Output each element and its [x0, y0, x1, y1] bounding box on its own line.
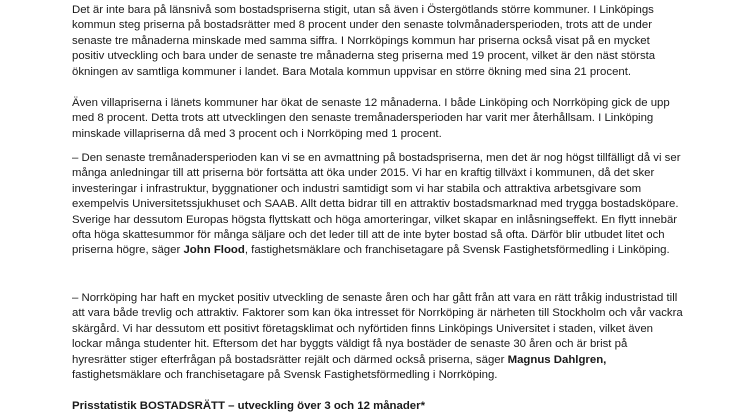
quote-norrkoping [72, 291, 684, 383]
section-heading: Prisstatistik BOSTADSRÄTT – utveckling över 3 och 12 månader* [72, 400, 426, 412]
speaker-name: Magnus Dahlgren, [507, 353, 607, 366]
quote-text: – Den senaste tremånadersperioden kan vi se en avmattning på bostadspriserna, men det är nog högst tillfälligt då vi ser många anledningar till att priserna bör fortsätta att öka under 2015. Vi har en kraftig tillväxt i kommunen, då det sker investeringar i infrastruktur, byggnationer och industri samtidigt som vi har stabila och attraktiva arbetsgivare som exempelvis Universitetssjukhuset och SAAB. Allt detta bidrar till en attraktiv bostadsmarknad med trygga bostadsköpare. Sverige har dessutom Europas högsta flyttskatt och höga amorteringar, vilket skapar en inlåsningseffekt. En flytt innebär ofta höga skattesummor för många säljare och det leder till att de inte byter bostad så ofta. Därför blir utbudet litet och priserna högre, säger [72, 152, 681, 257]
speaker-name: John Flood [183, 244, 245, 257]
quote-linkoping [72, 151, 684, 259]
quote-text: – Norrköping har haft en mycket positiv utveckling de senaste åren och har gått från att vara en rätt tråkig industristad till att vara både trevlig och attraktiv. Faktorer som kan öka intresset för Norrköping är närheten till Stockholm och vår vackra skärgård. Vi har dessutom ett positivt företagsklimat och nyförtiden finns Linköpings Universitet i staden, vilket även lockar många studenter hit. Eftersom det har byggts väldigt få nya bostäder de senaste 30 åren och är brist på hyresrätter stiger efterfrågan på bostadsrätter rejält och därmed också priserna, säger [72, 292, 683, 366]
speaker-title: fastighetsmäklare och franchisetagare på Svensk Fastighetsförmedling i Norrköping. [72, 369, 498, 382]
paragraph-villa-prices: Även villapriserna i länets kommuner har ökat de senaste 12 månaderna. I både Linköping och Norrköping gick de upp med 8 procent. Detta trots att utvecklingen den senaste tremånadersperioden har varit mer återhållsam. I Linköping minskade villapriserna då med 3 procent och i Norrköping med 1 procent. [72, 97, 670, 140]
paragraph-apartment-prices: Det är inte bara på länsnivå som bostadspriserna stigit, utan så även i Östergötlands större kommuner. I Linköpings kommun steg priserna på bostadsrätter med 8 procent under den senaste tolvmånadersperioden, trots att de under senaste tre månaderna minskade med samma siffra. I Norrköpings kommun har priserna också visat på en mycket positiv utveckling och bara under de senaste tre månaderna steg priserna med 19 procent, vilket är den näst största ökningen av samtliga kommuner i landet. Bara Motala kommun uppvisar en större ökning med sina 21 procent. [72, 4, 656, 78]
speaker-title: , fastighetsmäklare och franchisetagare på Svensk Fastighetsförmedling i Linköping. [244, 244, 670, 257]
